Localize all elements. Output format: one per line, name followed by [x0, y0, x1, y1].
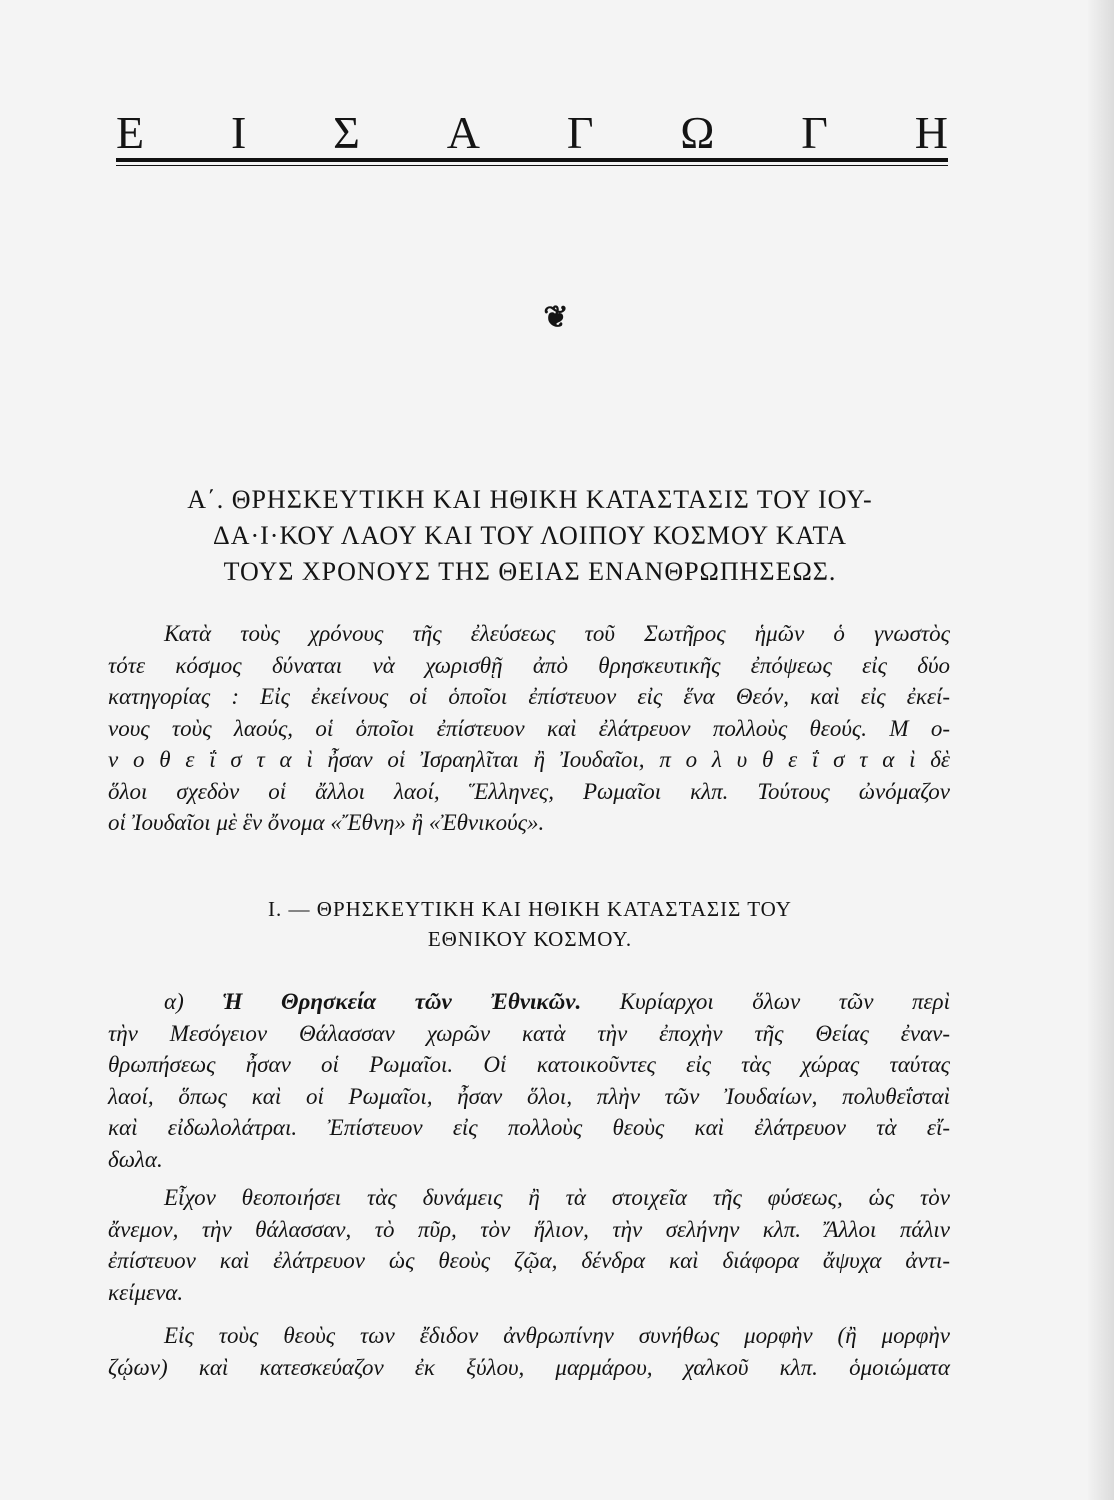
title-letter: Γ [566, 107, 594, 158]
paragraph-a [108, 986, 950, 1175]
title-letter: Ι [230, 107, 247, 158]
text-line: τὴν Μεσόγειον Θάλασσαν χωρῶν κατὰ τὴν ἐποχὴν τῆς Θείας ἐναν- [108, 1020, 950, 1046]
heading-line: ΕΘΝΙΚΟΥ ΚΟΣΜΟΥ. [427, 927, 633, 951]
text-run: Κυρίαρχοι ὅλων τῶν περὶ [581, 989, 950, 1014]
page-edge [1088, 0, 1114, 1500]
section-subtitle: Ἡ Θρησκεία τῶν Ἐθνικῶν. [222, 989, 582, 1014]
text-line: ἐπίστευον καὶ ἐλάτρευον ὡς θεοὺς ζῷα, δένδρα καὶ διάφορα ἄψυχα ἀντι- [108, 1248, 950, 1273]
text-line: κείμενα. [108, 1279, 184, 1305]
text-line: Εἶχον θεοποιήσει τὰς δυνάμεις ἢ τὰ στοιχεῖα τῆς φύσεως, ὡς τὸν [164, 1185, 950, 1210]
text-line: νους τοὺς λαούς, οἱ ὁποῖοι ἐπίστευον καὶ ἐλάτρευον πολλοὺς θεούς. Μ ο- [108, 715, 950, 741]
title-letter: Γ [801, 107, 828, 158]
title-letter: Η [914, 107, 948, 158]
text-line: τότε κόσμος δύναται νὰ χωρισθῇ ἀπὸ θρησκευτικῆς ἐπόψεως εἰς δύο [108, 652, 950, 678]
item-label: α) [164, 989, 223, 1014]
paragraph-c [108, 1320, 950, 1383]
ornament-icon: ❦ [543, 300, 569, 335]
title-letter: Σ [333, 107, 360, 158]
text-line: Εἰς τοὺς θεοὺς των ἔδιδον ἀνθρωπίνην συνήθως μορφὴν (ἢ μορφὴν [164, 1323, 950, 1348]
title-rule [116, 158, 948, 166]
title-letter: Ω [680, 107, 715, 158]
text-line: ζῴων) καὶ κατεσκεύαζον ἐκ ξύλου, μαρμάρου, χαλκοῦ κλπ. ὁμοιώματα [108, 1354, 950, 1380]
text-line: δωλα. [108, 1146, 163, 1172]
sub-heading [100, 894, 960, 954]
text-line: καὶ εἰδωλολάτραι. Ἐπίστευον εἰς πολλοὺς θεοὺς καὶ ἐλάτρευον τὰ εἴ- [108, 1115, 950, 1140]
text-line: κατηγορίας : Εἰς ἐκείνους οἱ ὁποῖοι ἐπίστευον εἰς ἕνα Θεόν, καὶ εἰς ἐκεί- [108, 684, 950, 709]
heading-line: ΤΟΥΣ ΧΡΟΝΟΥΣ ΤΗΣ ΘΕΙΑΣ ΕΝΑΝΘΡΩΠΗΣΕΩΣ. [223, 557, 837, 586]
text-line: Κατὰ τοὺς χρόνους τῆς ἐλεύσεως τοῦ Σωτῆρος ἡμῶν ὁ γνωστὸς [164, 621, 950, 646]
text-line: οἱ Ἰουδαῖοι μὲ ἓν ὄνομα «Ἔθνη» ἢ «Ἐθνικούς». [108, 810, 545, 835]
heading-line: Ι. — ΘΡΗΣΚΕΥΤΙΚΗ ΚΑΙ ΗΘΙΚΗ ΚΑΤΑΣΤΑΣΙΣ ΤΟΥ [268, 897, 792, 921]
heading-line: Α΄. ΘΡΗΣΚΕΥΤΙΚΗ ΚΑΙ ΗΘΙΚΗ ΚΑΤΑΣΤΑΣΙΣ ΤΟΥ ΙΟΥ- [187, 485, 873, 514]
text-line [108, 986, 950, 1018]
title-letter: Ε [116, 107, 145, 158]
text-line: ὅλοι σχεδὸν οἱ ἄλλοι λαοί, Ἕλληνες, Ρωμαῖοι κλπ. Τούτους ὠνόμαζον [108, 778, 950, 804]
text-line: λαοί, ὅπως καὶ οἱ Ρωμαῖοι, ἦσαν ὅλοι, πλὴν τῶν Ἰουδαίων, πολυθεΐσταὶ [108, 1083, 950, 1109]
section-heading [100, 482, 960, 590]
title-letter: Α [446, 107, 480, 158]
text-line: θρωπήσεως ἦσαν οἱ Ρωμαῖοι. Οἱ κατοικοῦντες εἰς τὰς χώρας ταύτας [108, 1052, 950, 1077]
intro-paragraph [108, 618, 950, 839]
text-line: ἄνεμον, τὴν θάλασσαν, τὸ πῦρ, τὸν ἥλιον, τὴν σελήνην κλπ. Ἄλλοι πάλιν [108, 1216, 950, 1242]
paragraph-b [108, 1182, 950, 1308]
text-line: ν ο θ ε ΐ σ τ α ὶ ἦσαν οἱ Ἰσραηλῖται ἢ Ἰουδαῖοι, π ο λ υ θ ε ΐ σ τ α ὶ δὲ [108, 747, 950, 772]
heading-line: ΔΑ·Ι·ΚΟΥ ΛΑΟΥ ΚΑΙ ΤΟΥ ΛΟΙΠΟΥ ΚΟΣΜΟΥ ΚΑΤΑ [212, 521, 848, 550]
chapter-title [116, 108, 948, 158]
